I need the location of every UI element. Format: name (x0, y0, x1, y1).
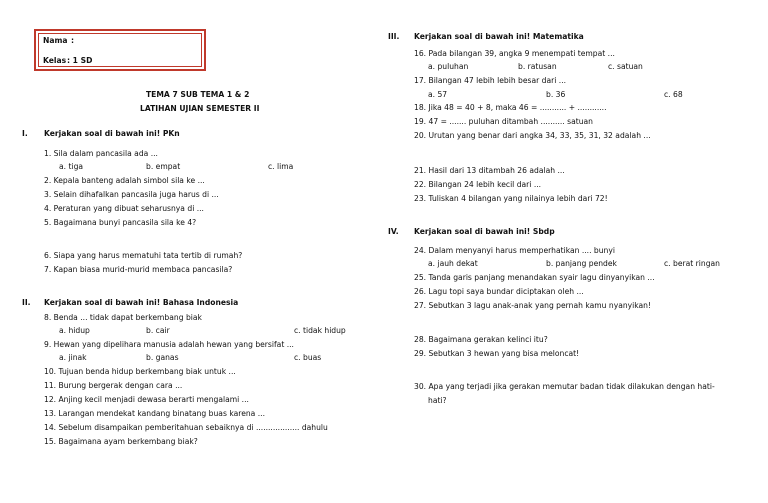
question-13: 13. Larangan mendekat kandang binatang buas karena ... (44, 409, 265, 418)
question-25: 25. Tanda garis panjang menandakan syair lagu dinyanyikan ... (414, 273, 655, 282)
q17-option-a: a. 57 (428, 90, 448, 99)
sec2-title: Kerjakan soal di bawah ini! Bahasa Indonesia (44, 298, 239, 307)
q1-option-b: b. empat (146, 162, 181, 171)
q1-option-a: a. tiga (59, 162, 84, 171)
kelas-value: : 1 SD (67, 56, 93, 65)
question-21: 21. Hasil dari 13 ditambah 26 adalah ... (414, 166, 565, 175)
question-18: 18. Jika 48 = 40 + 8, maka 46 = ........... + ............ (414, 103, 607, 112)
question-15: 15. Bagaimana ayam berkembang biak? (44, 437, 198, 446)
question-6: 6. Siapa yang harus mematuhi tata tertib di rumah? (44, 251, 243, 260)
question-20: 20. Urutan yang benar dari angka 34, 33, 35, 31, 32 adalah ... (414, 131, 651, 140)
question-24: 24. Dalam menyanyi harus memperhatikan .... bunyi (414, 246, 615, 255)
sec1-title: Kerjakan soal di bawah ini! PKn (44, 129, 180, 138)
question-14: 14. Sebelum disampaikan pemberitahuan sebaiknya di .................. dahulu (44, 423, 328, 432)
question-8: 8. Benda ... tidak dapat berkembang biak (44, 313, 202, 322)
question-9: 9. Hewan yang dipelihara manusia adalah hewan yang bersifat ... (44, 340, 294, 349)
sec3-title: Kerjakan soal di bawah ini! Matematika (414, 32, 584, 41)
q17-option-c: c. 68 (664, 90, 683, 99)
sec4-number: IV. (388, 227, 399, 236)
question-29: 29. Sebutkan 3 hewan yang bisa meloncat! (414, 349, 580, 358)
question-16: 16. Pada bilangan 39, angka 9 menempati tempat ... (414, 49, 615, 58)
title-exam: LATIHAN UJIAN SEMESTER II (140, 104, 260, 113)
title-theme: TEMA 7 SUB TEMA 1 & 2 (146, 90, 250, 99)
question-7: 7. Kapan biasa murid-murid membaca pancasila? (44, 265, 233, 274)
q8-option-a: a. hidup (59, 326, 90, 335)
question-5: 5. Bagaimana bunyi pancasila sila ke 4? (44, 218, 197, 227)
question-22: 22. Bilangan 24 lebih kecil dari ... (414, 180, 542, 189)
question-30: 30. Apa yang terjadi jika gerakan memutar badan tidak dilakukan dengan hati- (414, 382, 715, 391)
kelas-label: Kelas (43, 56, 67, 65)
q24-option-c: c. berat ringan (664, 259, 720, 268)
q16-option-a: a. puluhan (428, 62, 469, 71)
question-3: 3. Selain dihafalkan pancasila juga harus di ... (44, 190, 219, 199)
question-4: 4. Peraturan yang dibuat seharusnya di ... (44, 204, 204, 213)
q9-option-c: c. buas (294, 353, 322, 362)
question-19: 19. 47 = ....... puluhan ditambah .......... satuan (414, 117, 593, 126)
q24-option-a: a. jauh dekat (428, 259, 478, 268)
question-2: 2. Kepala banteng adalah simbol sila ke ... (44, 176, 205, 185)
q17-option-b: b. 36 (546, 90, 566, 99)
q8-option-b: b. cair (146, 326, 170, 335)
q9-option-b: b. ganas (146, 353, 179, 362)
sec1-number: I. (22, 129, 28, 138)
sec3-number: III. (388, 32, 400, 41)
question-11: 11. Burung bergerak dengan cara ... (44, 381, 183, 390)
q16-option-c: c. satuan (608, 62, 643, 71)
q8-option-c: c. tidak hidup (294, 326, 346, 335)
question-1: 1. Sila dalam pancasila ada ... (44, 149, 158, 158)
q9-option-a: a. jinak (59, 353, 87, 362)
q1-option-c: c. lima (268, 162, 294, 171)
q16-option-b: b. ratusan (518, 62, 557, 71)
question-17: 17. Bilangan 47 lebih lebih besar dari ... (414, 76, 567, 85)
nama-label: Nama (43, 36, 68, 45)
question-28: 28. Bagaimana gerakan kelinci itu? (414, 335, 548, 344)
question-27: 27. Sebutkan 3 lagu anak-anak yang pernah kamu nyanyikan! (414, 301, 652, 310)
question-26: 26. Lagu topi saya bundar diciptakan oleh ... (414, 287, 584, 296)
question-30-continuation: hati? (428, 396, 447, 405)
q24-option-b: b. panjang pendek (546, 259, 617, 268)
question-10: 10. Tujuan benda hidup berkembang biak untuk ... (44, 367, 236, 376)
sec2-number: II. (22, 298, 31, 307)
question-23: 23. Tuliskan 4 bilangan yang nilainya lebih dari 72! (414, 194, 608, 203)
question-12: 12. Anjing kecil menjadi dewasa berarti mengalami ... (44, 395, 249, 404)
sec4-title: Kerjakan soal di bawah ini! Sbdp (414, 227, 555, 236)
nama-colon: : (71, 36, 75, 45)
